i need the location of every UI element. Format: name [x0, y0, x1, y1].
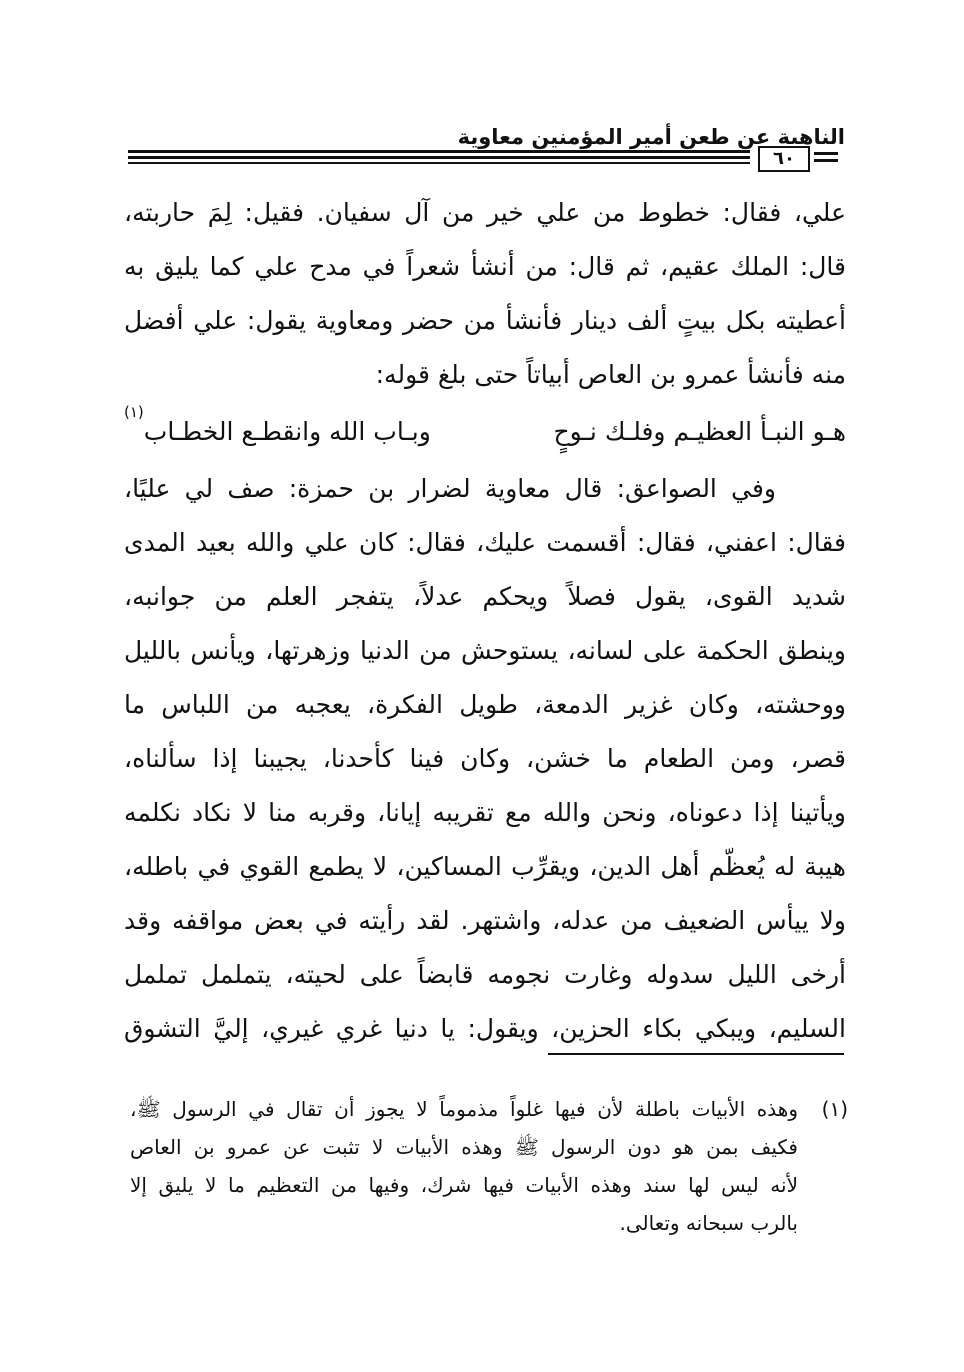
running-header-title: الناهية عن طعن أمير المؤمنين معاوية [457, 125, 845, 149]
page-number: ٦٠ [758, 146, 810, 172]
footnote-number: (١) [821, 1097, 848, 1121]
text-line: فقال: اعفني، فقال: أقسمت عليك، فقال: كان علي والله بعيد المدى [124, 528, 846, 557]
text-line: أعطيته بكل بيتٍ ألف دينار فأنشأ من حضر ومعاوية يقول: علي أفضل [124, 306, 846, 335]
footnote-separator [548, 1053, 844, 1055]
footnote-line: وهذه الأبيات باطلة لأن فيها غلواً مذموماً لا يجوز أن تقال في الرسول ﷺ، [130, 1097, 798, 1121]
text-line: ولا ييأس الضعيف من عدله، واشتهر. لقد رأيته في بعض مواقفه وقد [124, 906, 846, 935]
footnote [130, 1090, 848, 1242]
poetry-verse [124, 402, 846, 462]
page-number-ornament [814, 159, 838, 162]
verse-first-hemistich: هـو النبـأ العظيـم وفلـك نـوحٍ [553, 417, 846, 446]
header-rule [128, 156, 750, 159]
text-line: أرخى الليل سدوله وغارت نجومه قابضاً على لحيته، يتململ تململ [124, 960, 846, 989]
text-line: ووحشته، وكان غزير الدمعة، طويل الفكرة، يعجبه من اللباس ما [124, 690, 846, 719]
footnote-line: فكيف بمن هو دون الرسول ﷺ وهذه الأبيات لا تثبت عن عمرو بن العاص [130, 1135, 798, 1159]
verse-second-hemistich [124, 402, 431, 462]
verse-second-text: وبـاب الله وانقطـع الخطـاب [143, 417, 431, 446]
footnote-reference[interactable]: (١) [124, 403, 144, 421]
text-line: قصر، ومن الطعام ما خشن، وكان فينا كأحدنا، يجيبنا إذا سألناه، [124, 744, 846, 773]
text-line: ويأتينا إذا دعوناه، ونحن والله مع تقريبه إيانا، وقربه منا لا نكاد نكلمه [124, 798, 846, 827]
text-line: علي، فقال: خطوط من علي خير من آل سفيان. فقيل: لِمَ حاربته، [124, 198, 846, 227]
text-line: السليم، ويبكي بكاء الحزين، ويقول: يا دنيا غري غيري، إليَّ التشوق [124, 1014, 846, 1043]
text-line: وينطق الحكمة على لسانه، يستوحش من الدنيا وزهرتها، ويأنس بالليل [124, 636, 846, 665]
footnote-line: بالرب سبحانه وتعالى. [619, 1211, 798, 1235]
main-text [124, 186, 846, 1056]
page-number-ornament [814, 152, 838, 155]
header-rule [128, 150, 750, 153]
text-line: شديد القوى، يقول فصلاً ويحكم عدلاً، يتفجر العلم من جوانبه، [124, 582, 846, 611]
text-line: منه فأنشأ عمرو بن العاص أبياتاً حتى بلغ قوله: [375, 360, 846, 389]
text-line: قال: الملك عقيم، ثم قال: من أنشأ شعراً في مدح علي كما يليق به [124, 252, 846, 281]
footnote-body [130, 1090, 798, 1242]
text-line: هيبة له يُعظّم أهل الدين، ويقرِّب المساكين، لا يطمع القوي في باطله، [124, 852, 846, 881]
footnote-line: لأنه ليس لها سند وهذه الأبيات فيها شرك، وفيها من التعظيم ما لا يليق إلا [130, 1173, 798, 1197]
header-rule [128, 162, 750, 164]
text-line: وفي الصواعق: قال معاوية لضرار بن حمزة: صف لي عليًا، [124, 474, 776, 503]
